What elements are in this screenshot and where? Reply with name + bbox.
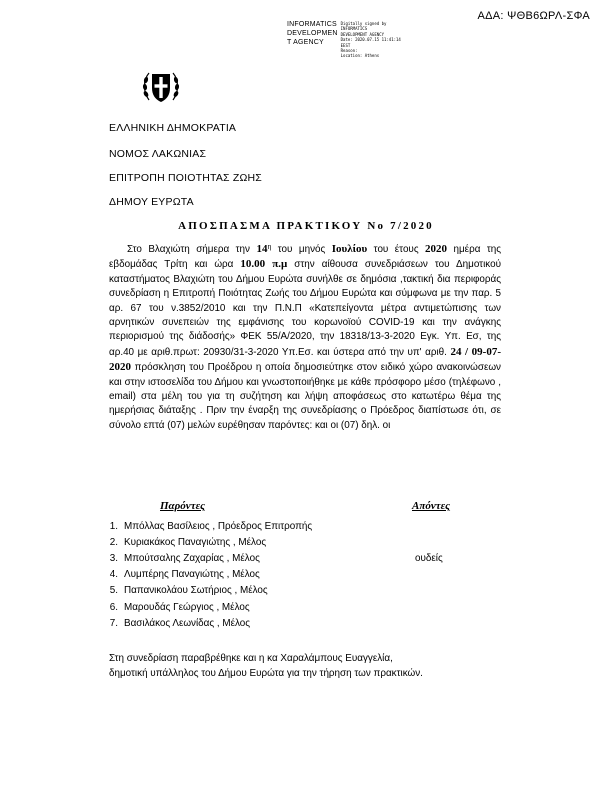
digital-signature-stamp [287,20,401,59]
signature-detail-line: Date: 2020.07.15 11:41:14 [340,37,401,43]
member-name: Παπανικολάου Σωτήριος , Μέλος [124,585,268,597]
footer-note [109,651,509,681]
header-line: ΝΟΜΟΣ ΛΑΚΩΝΙΑΣ [109,148,207,160]
signature-org-line: DEVELOPMEN [287,30,338,37]
header-line: ΕΠΙΤΡΟΠΗ ΠΟΙΟΤΗΤΑΣ ΖΩΗΣ [109,172,262,184]
signature-org-line: INFORMATICS [287,21,337,28]
signature-detail-line: Reason: [340,48,358,54]
member-name: Μπούτσαλης Ζαχαρίας , Μέλος [124,552,260,564]
absent-value: ουδείς [415,553,443,564]
member-name: Μαρουδάς Γεώργιος , Μέλος [124,601,250,613]
list-number: 7. [109,617,118,629]
year-value: 2020 [425,243,448,255]
body-text: Στο Βλαχιώτη σήμερα την [127,244,257,255]
coat-of-arms-icon [141,66,181,106]
body-text: του έτους [367,244,426,255]
signature-detail-line: Location: Athens [340,53,380,59]
list-item [102,615,312,631]
list-number: 1. [109,520,118,532]
signature-org [287,20,338,59]
minutes-body [109,241,501,433]
footer-line: δημοτική υπάλληλος του Δήμου Ευρώτα για την τήρηση των πρακτικών. [109,668,423,679]
signature-detail-line: DEVELOPMENT AGENCY [340,31,384,37]
list-number: 4. [109,569,118,581]
signature-detail-line: INFORMATICS [340,26,368,32]
month-value: Ιουλίου [331,243,368,255]
body-text: του μηνός [271,244,332,255]
present-heading: Παρόντες [160,500,205,512]
header-line: ΕΛΛΗΝΙΚΗ ΔΗΜΟΚΡΑΤΙΑ [109,122,237,134]
present-list [102,518,312,631]
list-number: 2. [109,536,118,548]
footer-line: Στη συνεδρίαση παραβρέθηκε και η κα Χαραλάμπους Ευαγγελία, [109,653,393,664]
signature-details [341,20,401,59]
list-item [102,534,312,550]
member-name: Μπόλλας Βασίλειος , Πρόεδρος Επιτροπής [124,520,313,532]
list-item [102,599,312,615]
list-item [102,567,312,583]
body-text: στην αίθουσα συνεδριάσεων του Δημοτικού καταστήματος Βλαχιώτη του Δήμου Ευρώτα συνήλθε σε δημόσια ,τακτική δια περιφοράς συνεδρίαση η Επιτροπή Ποιότητας Ζωής του Δήμου Ευρώτα και σύμφωνα με την παρ. 5 αρ. 67 του ν.3852/2010 και την Π.Ν.Π «Κατεπείγοντα μέτρα αντιμετώπισης των αρνητικών συνεπειών της εμφάνισης του κορωνοϊού COVID-19 και την ανάγκης περιορισμού της διάδοσής» ΦΕΚ 55/Α/2020, την 18318/13-3-2020 Εγκ. Υπ. Εσ, της αρ.40 με αριθ.πρωτ: 20930/31-3-2020 Υπ.Εσ. και ύστερα από την υπ' αριθ. [109,259,501,358]
member-name: Λυμπέρης Παναγιώτης , Μέλος [124,569,260,581]
day-suffix: η [267,244,272,251]
signature-detail-line: Digitally signed by [340,21,387,26]
document-title: ΑΠΟΣΠΑΣΜΑ ΠΡΑΚΤΙΚΟΥ Νο 7/2020 [178,220,434,232]
member-name: Κυριακάκος Παναγιώτης , Μέλος [124,536,267,548]
invitation-number: 24 / 09-07-2020 [109,345,502,374]
list-item [102,518,312,534]
body-text: πρόσκληση του Προέδρου η οποία δημοσιεύτηκε στον ειδικό χώρο ανακοινώσεων και στην ιστοσελίδα του Δήμου και γνωστοποιήθηκε με κάθε πρόσφορο μέσο (τηλέφωνο , email) στα μέλη του για τη συζήτηση και λήψη αποφάσεως στο κατωτέρω θέμα της ημερήσιας διάταξης . Πριν την έναρξη της συνεδρίασης ο Πρόεδρος διαπίστωσε ότι, σε σύνολο επτά (07) μελών ευρέθησαν παρόντες: και οι (07) δηλ. οι [109,362,501,431]
time-value: 10.00 π.μ [240,258,288,271]
absent-heading: Απόντες [412,500,451,512]
list-number: 3. [109,552,118,564]
list-number: 5. [109,585,118,597]
member-name: Βασιλάκος Λεωνίδας , Μέλος [124,617,251,629]
list-item [102,550,312,566]
signature-org-line: T AGENCY [287,39,324,46]
day-value: 14 [256,243,268,255]
body-paragraph [109,241,501,433]
header-line: ΔΗΜΟΥ ΕΥΡΩΤΑ [109,196,194,208]
signature-detail-line: EEST [340,42,351,48]
body-text: ημέρα της εβδομάδας Τρίτη και ώρα [109,244,502,271]
list-item [102,583,312,599]
list-number: 6. [109,601,118,613]
ada-code: ΑΔΑ: ΨΘΒ6ΩΡΛ-ΣΦΑ [477,10,590,22]
